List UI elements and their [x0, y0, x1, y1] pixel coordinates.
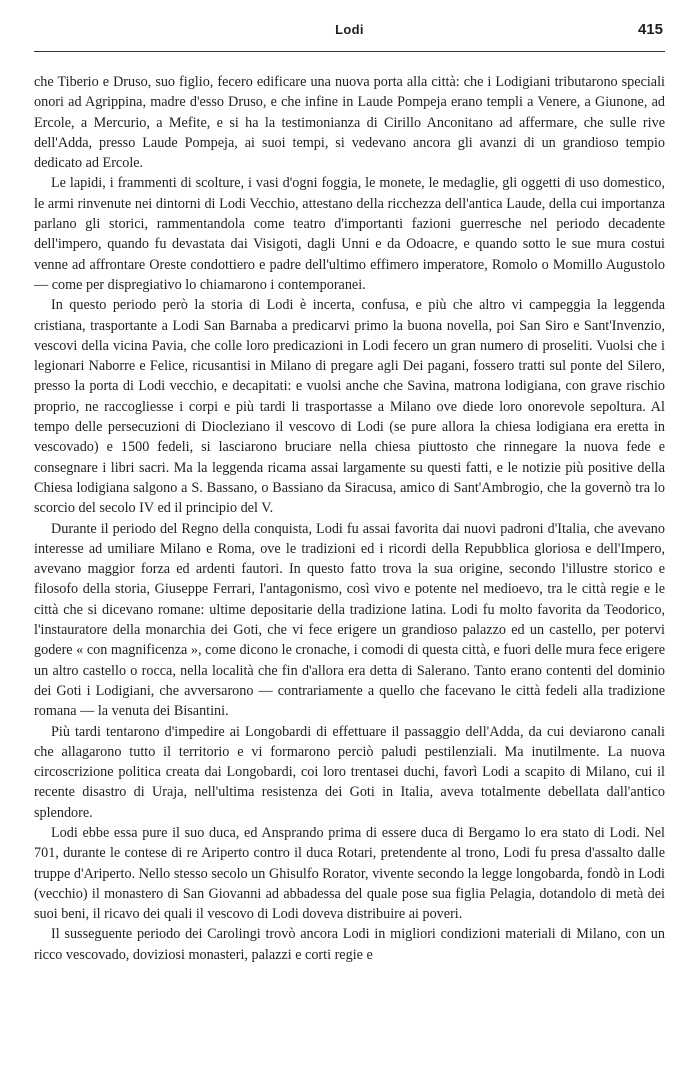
paragraph: Durante il periodo del Regno della conquista, Lodi fu assai favorita dai nuovi padroni d'Italia, che avevano interesse ad umiliare Milano e Roma, ove le tradizioni ed i ricordi della Repubblica gloriosa e dell'Impero, avevano maggior forza ed ardenti fautori. In questo fatto trova la sua origine, secondo l'illustre storico e filosofo della storia, Giuseppe Ferrari, l'antagonismo, così vivo e potente nel medioevo, tra le città regie e le città che si dicevano romane: ultime depositarie della tradizione latina. Lodi fu molto favorita da Teodorico, l'instauratore della monarchia dei Goti, che vi fece erigere un grandioso palazzo ed un castello, per potervi godere « con magnificenza », come dicono le cronache, i comodi di questa città, e fuori delle mura fece erigere un altro castello o rocca, nella località che fin d'allora era detta di Salerano. Tanto erano contenti del dominio dei Goti i Lodigiani, che avversarono — contrariamente a quello che facevano le città fedeli alla tradizione romana — la venuta dei Bisantini.: [34, 520, 665, 720]
paragraph: In questo periodo però la storia di Lodi è incerta, confusa, e più che altro vi campeggia la leggenda cristiana, trasportante a Lodi San Barnaba a predicarvi primo la buona novella, poi San Siro e Sant'Invenzio, vescovi della vicina Pavia, che colle loro predicazioni in Lodi fecero un gran numero di proseliti. Vuolsi che i legionari Naborre e Felice, ricusantisi in Milano di pregare agli Dei pagani, fossero tratti sul ponte del Silero, presso la porta di Lodi vecchio, e decapitati: e vuolsi anche che Savina, matrona lodigiana, con grave rischio proprio, ne raccogliesse i corpi e più tardi li trasportasse a Milano ove diede loro onorevole sepoltura. Al tempo delle persecuzioni di Diocleziano il vescovo di Lodi (se pure allora la chiesa lodigiana era eretta in vescovado) e 1500 fedeli, si lasciarono bruciare nella chiesa piuttosto che rinnegare la nuova fede e consegnare i libri sacri. Ma la leggenda ricama assai largamente su questi fatti, e le notizie più positive della Chiesa lodigiana salgono a S. Bassano, o Bassiano da Siracusa, amico di Sant'Ambrogio, che la governò tra lo scorcio del secolo IV ed il principio del V.: [34, 297, 665, 517]
running-header: [34, 22, 665, 44]
paragraph: Le lapidi, i frammenti di scolture, i vasi d'ogni foggia, le monete, le medaglie, gli oggetti di uso domestico, le armi rinvenute nei dintorni di Lodi Vecchio, attestano della ricchezza dell'antica Laude, della cui importanza parlano gli storici, rammentandola come teatro d'importanti fazioni guerresche nel periodo decadente dell'impero, quando fu devastata dai Visigoti, dagli Unni e da Odoacre, e quando sotto le sue mura costui venne ad affrontare Oreste condottiero e padre dell'ultimo effimero imperatore, Romolo o Momillo Augustolo — come per dispregiativo lo chiamarono i contemporanei.: [34, 175, 665, 293]
paragraph: Più tardi tentarono d'impedire ai Longobardi di effettuare il passaggio dell'Adda, da cui deviarono canali che allagarono tutto il territorio e vi formarono perciò paludi pestilenziali. Ma inutilmente. La nuova circoscrizione politica creata dai Longobardi, coi loro trentasei duchi, favorì Lodi a scapito di Milano, cui il recente disastro di Uraja, nell'ultima resistenza dei Goti in Italia, aveva totalmente debellata dall'antico splendore.: [34, 723, 665, 821]
page-number: 415: [637, 21, 663, 38]
paragraph: Il susseguente periodo dei Carolingi trovò ancora Lodi in migliori condizioni materiali di Milano, con un ricco vescovado, doviziosi monasteri, palazzi e corti regie e: [34, 926, 665, 963]
paragraph: Lodi ebbe essa pure il suo duca, ed Ansprando prima di essere duca di Bergamo lo era stato di Lodi. Nel 701, durante le contese di re Ariperto contro il duca Rotari, pretendente al trono, Lodi fu presa d'assalto dalle truppe d'Ariperto. Nello stesso secolo un Ghisulfo Rorator, vivente secondo la legge longobarda, fondò in Lodi (vecchio) il monastero di San Giovanni ad abbadessa del quale pose sua figlia Pelagia, dotandolo di metà dei suoi beni, il ricavo dei quali il vescovo di Lodi doveva distribuire ai poveri.: [34, 824, 665, 923]
book-page: [34, 0, 665, 1084]
header-rule: [34, 51, 665, 52]
running-title: Lodi: [335, 22, 364, 37]
body-text: [34, 72, 665, 965]
paragraph: che Tiberio e Druso, suo figlio, fecero edificare una nuova porta alla città: che i Lodigiani tributarono speciali onori ad Agrippina, madre d'esso Druso, e che infine in Laude Pompeja erano templi a Venere, a Giunone, ad Ercole, a Mercurio, a Mefite, e si ha la testimonianza di Cirillo Anconitano ad affermare, che sulle rive dell'Adda, presso Laude Pompeja, ai suoi tempi, si vedevano ancora gli avanzi di un grandioso tempio dedicato ad Ercole.: [34, 74, 665, 172]
